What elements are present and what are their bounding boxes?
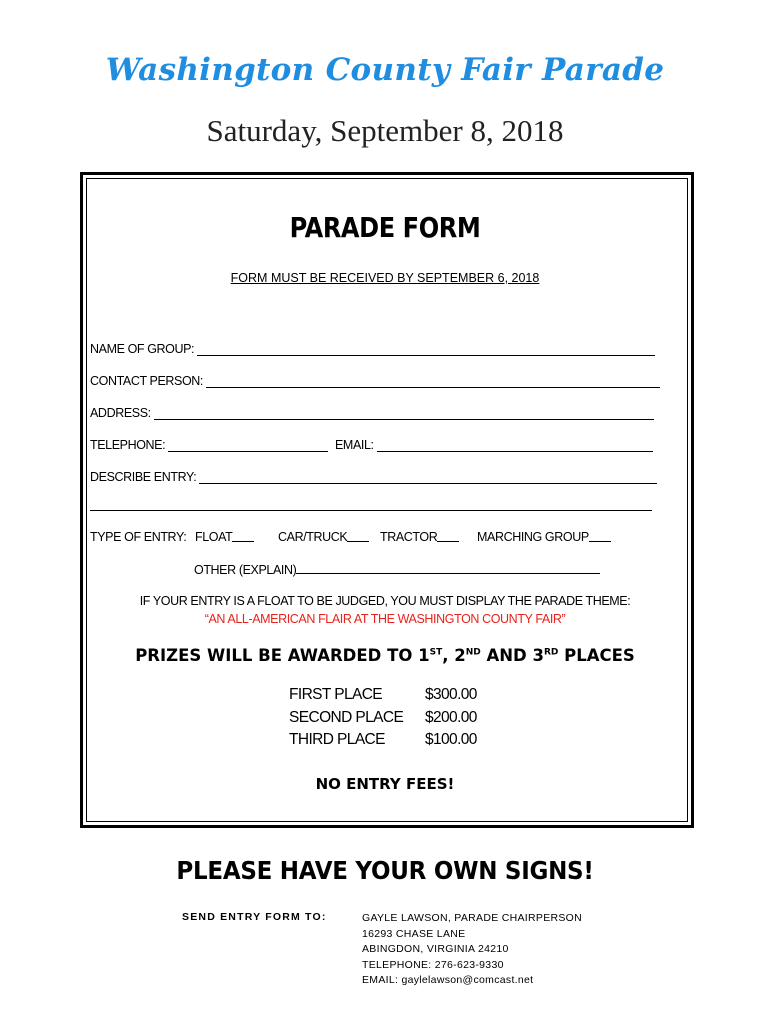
describe-entry-blank[interactable] <box>199 470 657 484</box>
other-blank[interactable] <box>296 562 600 574</box>
entry-type-tractor[interactable] <box>380 530 437 544</box>
send-to-label: SEND ENTRY FORM TO: <box>182 911 327 923</box>
other-label: OTHER (EXPLAIN) <box>194 563 297 577</box>
name-of-group-label: NAME OF GROUP: <box>90 342 195 356</box>
name-of-group-blank[interactable] <box>197 342 655 356</box>
entry-type-label: TYPE OF ENTRY: <box>90 530 187 544</box>
email-field[interactable] <box>335 434 653 452</box>
telephone-blank[interactable] <box>168 438 328 452</box>
contact-street: 16293 CHASE LANE <box>362 927 466 940</box>
entry-type-float[interactable] <box>195 530 232 544</box>
float-label: FLOAT <box>195 530 233 544</box>
prize-place: SECOND PLACE <box>289 708 404 726</box>
contact-city: ABINGDON, VIRGINIA 24210 <box>362 943 509 955</box>
entry-type-car-truck[interactable] <box>278 530 347 544</box>
contact-email[interactable]: EMAIL: gaylelawson@comcast.net <box>362 974 534 986</box>
describe-entry-field[interactable] <box>90 466 657 484</box>
describe-entry-continuation-line[interactable] <box>90 510 652 511</box>
contact-person-blank[interactable] <box>206 374 660 388</box>
prize-place: THIRD PLACE <box>289 731 385 748</box>
event-date: Saturday, September 8, 2018 <box>206 113 564 148</box>
describe-entry-label: DESCRIBE ENTRY: <box>90 470 197 484</box>
tractor-blank[interactable] <box>437 530 459 542</box>
telephone-field[interactable] <box>90 434 328 452</box>
telephone-label: TELEPHONE: <box>90 438 166 452</box>
theme-instruction: IF YOUR ENTRY IS A FLOAT TO BE JUDGED, YOU MUST DISPLAY THE PARADE THEME: <box>139 594 631 608</box>
no-entry-fees-notice: NO ENTRY FEES! <box>315 775 455 793</box>
email-label: EMAIL: <box>335 438 374 452</box>
marching-group-label: MARCHING GROUP <box>477 530 589 544</box>
parade-theme: “AN ALL-AMERICAN FLAIR AT THE WASHINGTON COUNTY FAIR” <box>204 612 566 626</box>
prizes-heading-text: AND 3 <box>480 646 544 665</box>
prizes-heading-text: , 2 <box>442 646 466 665</box>
document-title: Washington County Fair Parade <box>105 52 665 88</box>
contact-address-block <box>362 911 582 989</box>
signs-notice: PLEASE HAVE YOUR OWN SIGNS! <box>176 856 594 885</box>
ordinal-suffix: ND <box>465 647 481 658</box>
ordinal-suffix: RD <box>543 647 559 658</box>
contact-name: GAYLE LAWSON, PARADE CHAIRPERSON <box>362 912 583 924</box>
car-truck-label: CAR/TRUCK <box>278 530 348 544</box>
contact-telephone: TELEPHONE: 276-623-9330 <box>362 958 504 971</box>
prizes-heading <box>0 646 770 665</box>
address-blank[interactable] <box>154 406 654 420</box>
car-truck-blank[interactable] <box>347 530 369 542</box>
contact-person-label: CONTACT PERSON: <box>90 374 203 388</box>
submission-deadline: FORM MUST BE RECEIVED BY SEPTEMBER 6, 2018 <box>230 271 540 285</box>
prize-amount: $300.00 <box>425 686 477 703</box>
entry-type-marching-group[interactable] <box>477 530 589 544</box>
prize-amount: $200.00 <box>425 708 477 726</box>
prize-place: FIRST PLACE <box>289 686 383 703</box>
float-blank[interactable] <box>232 530 254 542</box>
prizes-heading-text: PLACES <box>558 646 635 665</box>
ordinal-suffix: ST <box>429 647 443 658</box>
name-of-group-field[interactable] <box>90 338 655 356</box>
email-blank[interactable] <box>377 438 653 452</box>
form-heading: PARADE FORM <box>289 211 481 244</box>
contact-person-field[interactable] <box>90 370 660 388</box>
marching-group-blank[interactable] <box>589 530 611 542</box>
tractor-label: TRACTOR <box>380 530 438 544</box>
prizes-heading-text: PRIZES WILL BE AWARDED TO 1 <box>135 646 430 665</box>
entry-type-other[interactable] <box>194 562 600 577</box>
address-label: ADDRESS: <box>90 406 151 420</box>
prize-amount: $100.00 <box>425 731 477 748</box>
address-field[interactable] <box>90 402 654 420</box>
